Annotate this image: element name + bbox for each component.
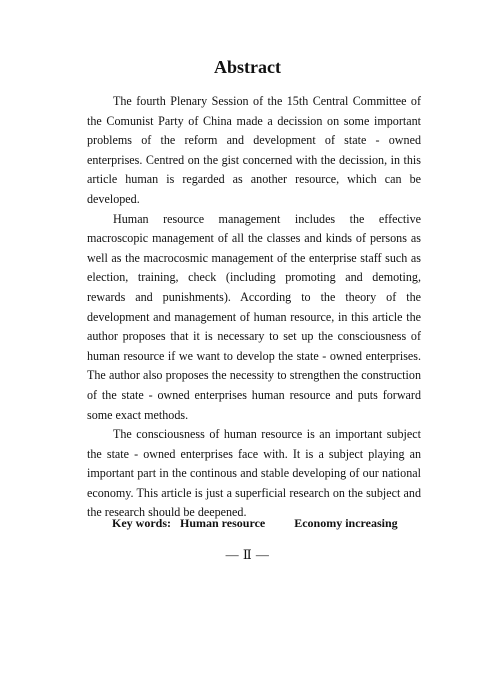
- abstract-paragraph-3: The consciousness of human resource is an important subject the state - owned enterprises face with. It is a subject playing an important part in the continous and stable developing of our national economy. This article is just a superficial research on the subject and the research should be deepened.: [87, 427, 421, 520]
- abstract-paragraph-2: Human resource management includes the effective macroscopic management of all the classes and kinds of persons as well as the macrocosmic management of the enterprise staff such as election, training, check (including promoting and demoting, rewards and punishments). According to the theory of the development and management of human resource, in this article the author proposes that it is necessary to set up the consciousness of human resource if we want to develop the state - owned enterprises. The author also proposes the necessity to strengthen the construction of the state - owned enterprises human resource and puts forward some exact methods.: [87, 211, 421, 422]
- abstract-body: [87, 92, 421, 523]
- abstract-paragraph-1: The fourth Plenary Session of the 15th Central Committee of the Comunist Party of China made a decission on some important problems of the reform and development of state - owned enterprises. Centred on the gist concerned with the decission, in this article human is regarded as another resource, which can be developed.: [87, 94, 421, 206]
- keyword-item: Human resource: [180, 516, 266, 530]
- keywords-line: [112, 516, 412, 531]
- abstract-title: Abstract: [214, 57, 281, 77]
- keywords-label: Key words:: [112, 516, 171, 530]
- keyword-item: Economy increasing: [294, 516, 398, 530]
- page-number: — Ⅱ —: [225, 547, 270, 562]
